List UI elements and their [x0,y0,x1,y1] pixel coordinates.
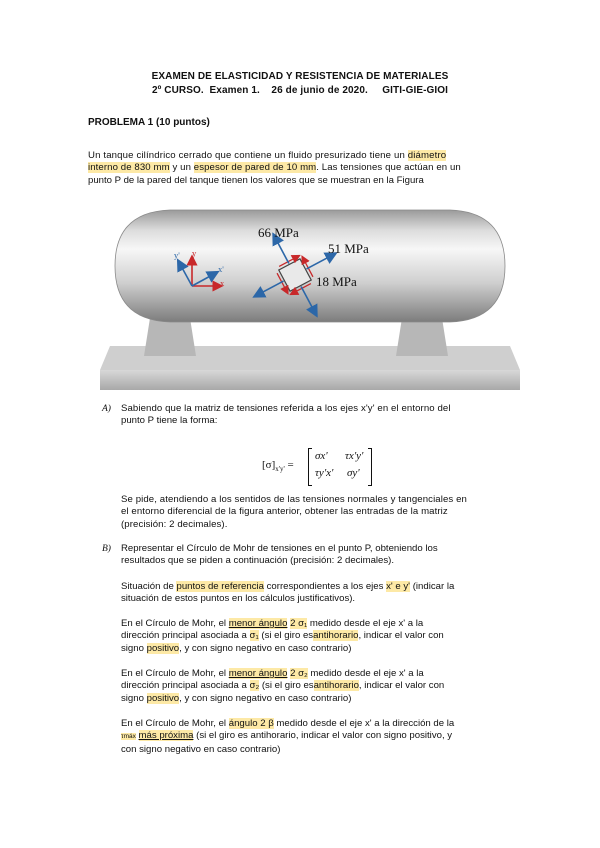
stress-matrix: $[\sigma]_{x'y'}$ = σx' τx'y' τy'x' σy' [262,448,392,488]
matrix-brackets [308,448,372,486]
item3-line2-hl: σ₂ [249,680,260,692]
matrix-m21: τy'x' [315,467,334,479]
course-label: 2º CURSO. [151,85,204,96]
part-a-statement [121,403,513,428]
intro-text-line3: punto P de la pared del tanque tienen los valores que se muestran en la Figura [88,174,424,186]
item2-hl-b: 2 σ₁ [290,618,308,629]
item4-line3: con signo negativo en caso contrario) [121,743,281,755]
problem-title: PROBLEMA 1 (10 puntos) [88,117,210,128]
item2-line3-a: signo [121,642,144,654]
item3-line3-a: signo [121,692,144,704]
axis-xp-label: x' [218,264,224,274]
right-saddle [396,318,448,356]
item3-line3-hl: positivo [146,692,180,704]
stress-66-label: 66 MPa [258,225,299,240]
part-a-request [121,494,513,531]
part-b-item3 [121,668,521,705]
axis-y-label: y [192,248,197,258]
matrix-lhs: [σ] [262,459,276,471]
item3-line2-a: dirección principal asociada a [121,680,247,692]
item3-line2-b: (si el giro es [261,680,314,692]
part-b-text-c: de tensiones en el punto P, obteniendo los [257,543,438,554]
exam-subtitle [0,85,600,96]
intro-text-b: y un [172,162,192,174]
part-b-item2 [121,618,521,655]
item3-line2-c: , indicar el valor con [358,680,445,692]
exam-number: Examen 1. [209,85,260,96]
item2-text-b: medido desde el eje x' a la [309,618,424,629]
intro-text-c: . Las tensiones que actúan en un [316,162,461,174]
stress-51-label: 51 MPa [328,241,369,256]
item1-hl2: x' e y' [386,581,411,592]
intro-diameter-hl: diámetro [407,150,447,161]
problem-intro [88,150,515,187]
item1-text-a: Situación de [121,581,174,592]
left-saddle [144,318,196,356]
item1-text-c: (indicar la [412,581,455,592]
item1-line2: situación de estos puntos en los cálculos justificativos). [121,593,356,605]
matrix-lhs-sub: x'y' [275,465,285,474]
part-a-text-a: Sabiendo que la [121,403,192,414]
item3-text-b: medido desde el eje x' a la [310,668,424,679]
item4-text-b: medido desde el eje x' a la dirección de la [276,718,455,729]
item4-line2-c: (si el giro es antihorario, indicar el valor con signo positivo, y [196,730,453,742]
item3-hl-b: 2 σ₂ [290,668,308,679]
item2-line2-hl: σ₁ [249,630,259,642]
tank-body [115,210,505,322]
item3-hl: menor ángulo [228,668,288,679]
matrix-m11: σx' [315,450,328,462]
base-front [100,370,520,390]
intro-thickness-hl: espesor de pared de 10 mm [193,162,317,174]
item2-hl: menor ángulo [228,618,288,629]
part-b-line2: resultados que se piden a continuación (precisión: 2 decimales). [121,555,395,567]
part-a-line2: punto P tiene la forma: [121,415,218,427]
part-b-mohr-term: Círculo de Mohr [186,543,255,554]
part-b-marker: B) [102,544,111,554]
exam-date: 26 de junio de 2020. [271,85,368,96]
item1-text-b: correspondientes a los ejes [266,581,384,592]
matrix-m12: τx'y' [345,450,364,462]
matrix-m22: σy' [347,467,360,479]
part-a-para1: Se pide, atendiendo a los sentidos de las tensiones normales y tangenciales en [121,494,467,505]
item3-line2-hl2: antihorario [313,680,359,692]
item2-line2-a: dirección principal asociada a [121,630,247,642]
part-a-para2: el entorno diferencial de la figura anterior, obtener las entradas de la matriz [121,506,448,518]
degrees-label: GITI-GIE-GIOI [382,85,449,96]
item2-line2-c: , indicar el valor con [358,630,444,642]
part-a-marker: A) [102,404,111,414]
item3-line3-b: , y con signo negativo en caso contrario) [179,692,352,704]
tank-illustration [100,200,520,396]
part-b-item4 [121,718,521,756]
item1-hl: puntos de referencia [176,581,264,592]
intro-diameter-hl-2: interno de 830 mm [88,162,170,174]
intro-text-a: Un tanque cilíndrico cerrado que contiene un fluido presurizado tiene un [88,150,405,161]
item4-hl-b: más próxima [138,730,194,742]
item3-text-a: En el Círculo de Mohr, el [121,668,227,679]
part-a-para3: (precisión: 2 decimales). [121,518,228,530]
axis-x-label: x [220,278,225,288]
item2-line2-hl2: antihorario [313,630,359,642]
part-b-text-a: Representar el [121,543,184,554]
part-a-text-c: referida a los ejes x'y' en el entorno del [280,403,451,414]
part-a-matrix-term: matriz de tensiones [194,403,278,414]
item2-line2-b: (si el giro es [261,630,314,642]
part-b-item1 [121,581,521,606]
exam-title: EXAMEN DE ELASTICIDAD Y RESISTENCIA DE MATERIALES [151,71,449,82]
item4-text-a: En el Círculo de Mohr, el [121,718,227,729]
tank-figure [100,200,520,396]
item2-line3-b: , y con signo negativo en caso contrario) [179,642,352,654]
item2-line3-hl: positivo [146,642,180,654]
part-b-statement [121,543,513,568]
item2-text-a: En el Círculo de Mohr, el [121,618,227,629]
item4-tau-max: τmáx [121,733,136,741]
item4-hl: ángulo 2 β [228,718,274,729]
axis-yp-label: y' [174,250,180,260]
stress-18-label: 18 MPa [316,274,357,289]
